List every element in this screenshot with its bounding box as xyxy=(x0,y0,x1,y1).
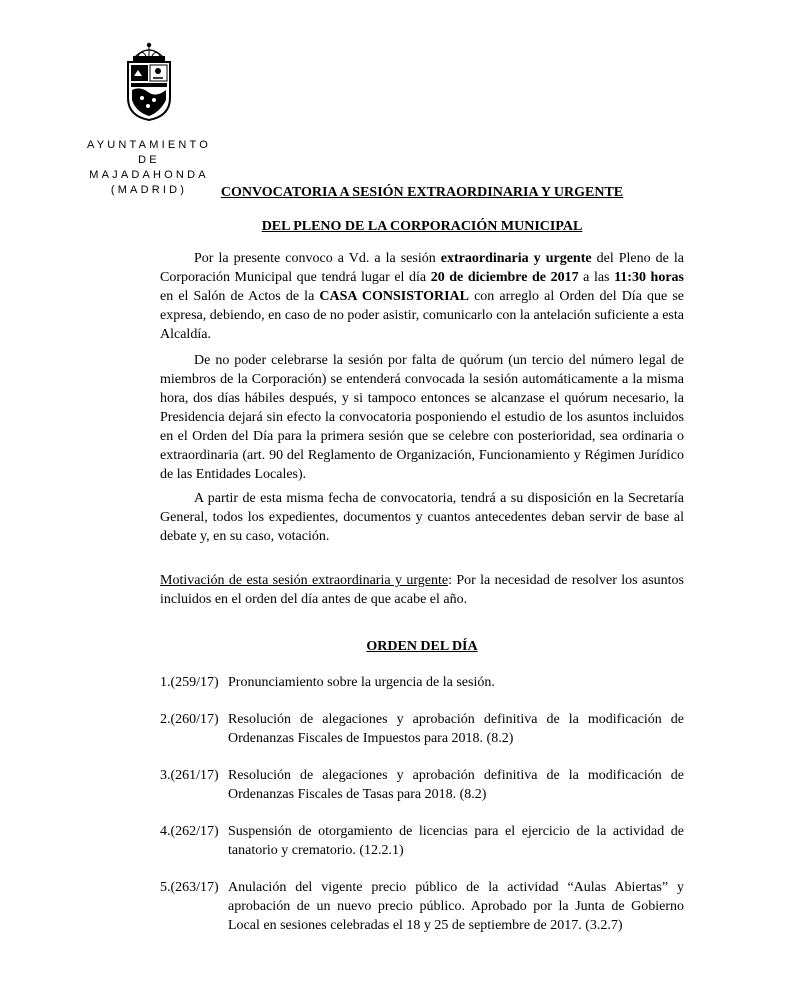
org-line-1: AYUNTAMIENTO DE xyxy=(87,139,211,166)
agenda-item-number: 2.(260/17) xyxy=(160,712,219,727)
org-line-2: MAJADAHONDA xyxy=(89,169,209,181)
text-run: con arreglo al Orden del Día que se expresa, debiendo, en caso de no poder asistir, comunicarlo con la antelación suficiente a esta Alcaldía. xyxy=(160,289,684,342)
paragraph-quorum xyxy=(160,351,684,484)
agenda-item-number: 5.(263/17) xyxy=(160,880,219,895)
text-run: Por la presente convoco a Vd. a la sesión xyxy=(194,251,441,266)
session-date: 20 de diciembre de 2017 xyxy=(430,270,579,285)
quorum-text: De no poder celebrarse la sesión por falta de quórum (un tercio del número legal de miembros de la Corporación) se entenderá convocada la sesión automáticamente a la misma hora, dos días hábiles después, y si tampoco entonces se alcanzase el quórum necesario, la Presidencia dejará sin efecto la convocatoria posponiendo el estudio de los asuntos incluidos en el Orden del Día para la primera sesión que se celebre con posterioridad, sea ordinaria o extraordinaria (art. 90 del Reglamento de Organización, Funcionamiento y Régimen Jurídico de las Entidades Locales). xyxy=(160,353,684,482)
coat-of-arms-icon xyxy=(120,40,178,122)
motivacion-label: Motivación de esta sesión extraordinaria y urgente xyxy=(160,573,449,588)
crown-icon xyxy=(133,43,165,61)
agenda-item-text: Pronunciamiento sobre la urgencia de la sesión. xyxy=(228,675,495,690)
agenda-item xyxy=(160,673,684,692)
disposicion-text: A partir de esta misma fecha de convocatoria, tendrá a su disposición en la Secretaría General, todos los expedientes, documentos y cuantos antecedentes deban servir de base al debate y, en su caso, votación. xyxy=(160,491,684,544)
document-subtitle: DEL PLENO DE LA CORPORACIÓN MUNICIPAL xyxy=(261,219,583,234)
agenda-item-number: 3.(261/17) xyxy=(160,768,219,783)
agenda-item xyxy=(160,822,684,860)
session-time: 11:30 horas xyxy=(614,270,684,285)
motivacion-text: : Por la necesidad de resolver los asuntos incluidos en el orden del día antes de que acabe el año. xyxy=(160,573,685,607)
session-type: extraordinaria y urgente xyxy=(440,251,592,266)
text-run: en el Salón de Actos de la xyxy=(160,289,320,304)
agenda-title: ORDEN DEL DÍA xyxy=(366,639,478,654)
agenda-item-text: Resolución de alegaciones y aprobación definitiva de la modificación de Ordenanzas Fiscales de Tasas para 2018. (8.2) xyxy=(228,768,684,802)
agenda-item xyxy=(160,878,684,935)
agenda-item xyxy=(160,766,684,804)
org-line-3: (MADRID) xyxy=(110,184,188,196)
session-venue: CASA CONSISTORIAL xyxy=(319,289,469,304)
agenda-item-text: Anulación del vigente precio público de la actividad “Aulas Abiertas” y aprobación de un nuevo precio público. Aprobado por la Junta de Gobierno Local en sesiones celebradas el 18 y 25 de septiembre de 2017. (3.2.7) xyxy=(228,880,684,933)
paragraph-motivacion xyxy=(160,571,684,609)
agenda-item xyxy=(160,710,684,748)
paragraph-convocatoria xyxy=(160,249,684,344)
text-run: del Pleno de la Corporación Municipal que tendrá lugar el día xyxy=(160,251,685,285)
agenda-item-number: 4.(262/17) xyxy=(160,824,219,839)
document-title: CONVOCATORIA A SESIÓN EXTRAORDINARIA Y URGENTE xyxy=(220,185,624,200)
text-run: a las xyxy=(578,270,615,285)
agenda-item-text: Resolución de alegaciones y aprobación definitiva de la modificación de Ordenanzas Fiscales de Impuestos para 2018. (8.2) xyxy=(228,712,684,746)
agenda-item-text: Suspensión de otorgamiento de licencias para el ejercicio de la actividad de tanatorio y crematorio. (12.2.1) xyxy=(228,824,684,858)
agenda-item-number: 1.(259/17) xyxy=(160,675,219,690)
agenda-list xyxy=(160,673,684,953)
paragraph-disposicion xyxy=(160,489,684,546)
shield-icon xyxy=(128,62,170,120)
